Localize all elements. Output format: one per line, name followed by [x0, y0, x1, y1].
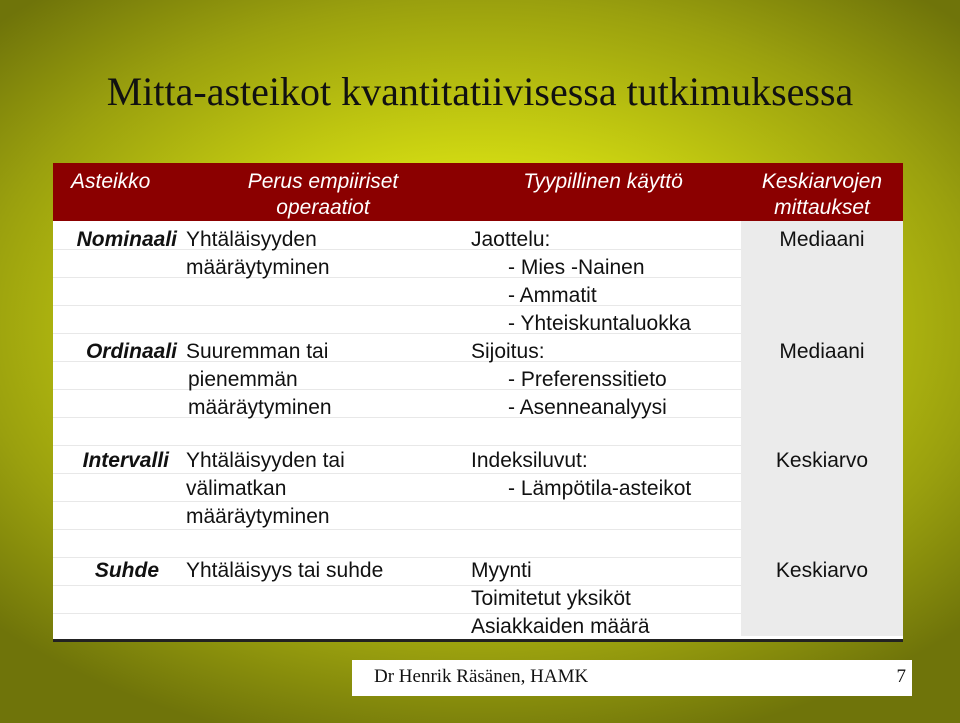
row-label-suhde: Suhde [94, 559, 159, 582]
row-use-line: - Lämpötila-asteikot [508, 477, 692, 500]
row-use-line: Sijoitus: [471, 340, 545, 363]
row-label-ordinaali: Ordinaali [85, 340, 177, 363]
row-use-line: Toimitetut yksiköt [471, 587, 631, 610]
row-use-line: - Preferenssitieto [508, 368, 667, 391]
footer-author: Dr Henrik Räsänen, HAMK [374, 666, 589, 687]
row-op-line: määräytyminen [186, 505, 330, 528]
row-op-line: pienemmän [188, 368, 298, 391]
row-measure: Mediaani [779, 340, 865, 363]
row-op-line: Yhtäläisyys tai suhde [186, 559, 384, 582]
header-asteikko: Asteikko [71, 170, 151, 193]
row-use-line: Indeksiluvut: [471, 449, 588, 472]
row-use-line: Jaottelu: [471, 228, 551, 251]
header-keskiarvojen: Keskiarvojen mittaukset [761, 170, 883, 219]
scale-table [53, 163, 903, 642]
row-op-line: määräytyminen [188, 396, 332, 419]
table-header [53, 163, 903, 221]
row-use-line: Myynti [471, 559, 532, 582]
header-kaytto: Tyypillinen käyttö [523, 170, 683, 193]
row-op-line: Yhtäläisyyden tai [186, 449, 345, 472]
row-use-line: - Ammatit [508, 284, 597, 307]
header-perus: Perus empiiriset operaatiot [247, 170, 399, 219]
row-label-nominaali: Nominaali [76, 228, 177, 251]
row-measure: Keskiarvo [775, 449, 869, 472]
row-use-line: - Yhteiskuntaluokka [508, 312, 691, 335]
row-label-intervalli: Intervalli [82, 449, 169, 472]
row-use-line: Asiakkaiden määrä [471, 615, 650, 638]
row-op-line: määräytyminen [186, 256, 330, 279]
row-op-line: Yhtäläisyyden [186, 228, 317, 251]
slide-title: Mitta-asteikot kvantitatiivisessa tutkimuksessa [106, 69, 854, 114]
row-op-line: Suuremman tai [186, 340, 329, 363]
row-measure: Keskiarvo [775, 559, 869, 582]
row-use-line: - Mies -Nainen [508, 256, 645, 279]
page-number: 7 [896, 666, 906, 687]
footer [352, 660, 912, 696]
row-op-line: välimatkan [186, 477, 287, 500]
row-use-line: - Asenneanalyysi [508, 396, 667, 419]
row-measure: Mediaani [779, 228, 865, 251]
